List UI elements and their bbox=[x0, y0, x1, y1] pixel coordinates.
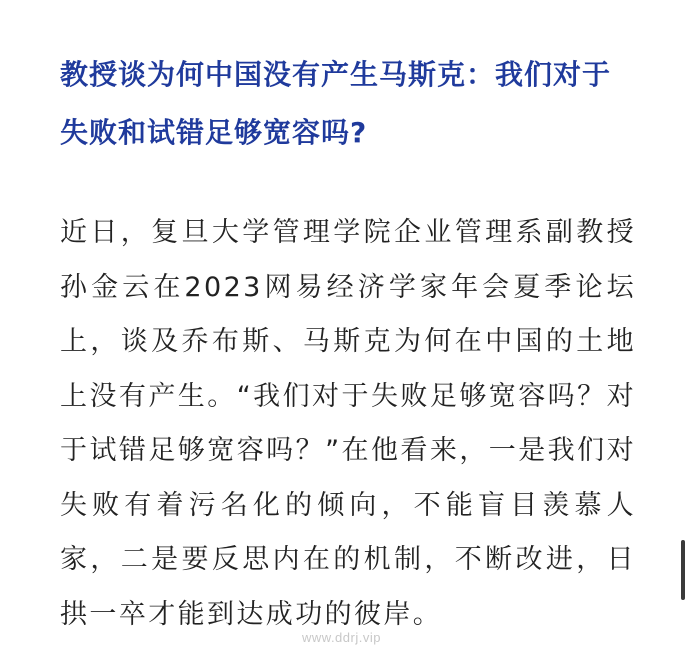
scrollbar[interactable] bbox=[681, 540, 685, 600]
article-body: 近日，复旦大学管理学院企业管理系副教授孙金云在2023网易经济学家年会夏季论坛上，谈及乔布斯、马斯克为何在中国的土地上没有产生。“我们对于失败足够宽容吗？对于试错足够宽容吗？”在他看来，一是我们对失败有着污名化的倾向，不能盲目羡慕人家，二是要反思内在的机制，不断改进，日拱一卒才能到达成功的彼岸。 bbox=[60, 217, 636, 630]
watermark: www.ddrj.vip bbox=[302, 630, 381, 645]
article-title: 教授谈为何中国没有产生马斯克：我们对于失败和试错足够宽容吗? bbox=[60, 58, 612, 149]
article bbox=[60, 46, 636, 642]
